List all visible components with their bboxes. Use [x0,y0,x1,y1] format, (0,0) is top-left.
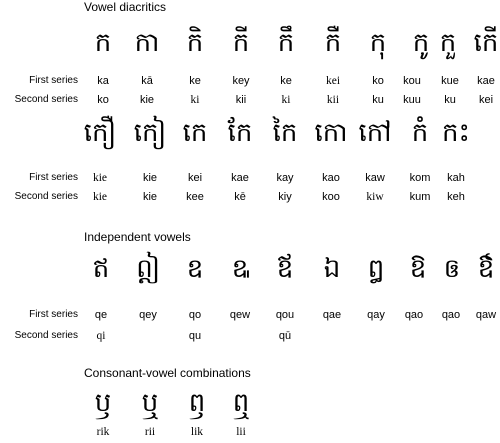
romanization: kie [139,94,155,106]
romanization: qae [322,309,342,321]
first-series-label: First series [29,75,78,86]
khmer-glyph: ឬ [141,388,159,418]
khmer-glyph: កំ [411,118,429,148]
khmer-glyph: ឲ [443,254,461,284]
romanization: lii [236,426,246,438]
romanization: qao [404,309,424,321]
romanization: kiy [278,191,292,203]
romanization: key [232,75,250,87]
khmer-glyph: ឩ [231,254,249,284]
first-series-label: First series [29,309,78,320]
khmer-glyph: កឺ [324,28,342,58]
romanization: qew [229,309,251,321]
romanization: kae [477,75,495,87]
second-series-label: Second series [14,191,78,202]
khmer-glyph: កី [232,28,250,58]
romanization: qaw [475,309,497,321]
khmer-glyph: ឰ [367,254,385,284]
romanization: qey [139,309,157,321]
khmer-glyph: ឧ [186,254,204,284]
romanization: qay [367,309,385,321]
khmer-glyph: កោ [314,118,348,148]
khmer-glyph: កា [134,28,160,58]
khmer-glyph: ឥ [92,254,110,284]
romanization: ke [280,75,292,87]
khmer-glyph: ឱ [409,254,427,284]
romanization: ko [97,94,109,106]
khmer-glyph: កៅ [358,118,392,148]
khmer-glyph: កួ [439,28,457,58]
romanization: kei [187,172,203,184]
khmer-glyph: ឭ [188,388,206,418]
romanization: kah [447,172,465,184]
romanization: kue [441,75,459,87]
vowel-diacritics-heading: Vowel diacritics [84,0,167,14]
khmer-glyph: ក [94,28,112,58]
romanization: kae [231,172,249,184]
romanization: qou [275,309,295,321]
romanization: kie [142,172,158,184]
romanization: kay [276,172,294,184]
khmer-glyph: កឹ [277,28,295,58]
romanization: kie [92,172,108,184]
romanization: kii [235,94,247,106]
romanization: lik [190,426,204,438]
romanization: kē [234,191,246,203]
romanization: kei [478,94,494,106]
second-series-label: Second series [14,94,78,105]
khmer-glyph: កៀ [133,118,167,148]
consonant-vowel-heading: Consonant-vowel combinations [84,366,251,380]
romanization: ke [189,75,201,87]
khmer-glyph: កៃ [272,118,298,148]
khmer-glyph: កេ [182,118,208,148]
romanization: kii [326,94,340,106]
romanization: kie [92,191,108,203]
romanization: ko [372,75,384,87]
romanization: ku [444,94,456,106]
romanization: ki [281,94,291,106]
romanization: qu [188,330,202,342]
romanization: rii [144,426,156,438]
romanization: kaw [365,172,385,184]
romanization: kao [322,172,340,184]
romanization: kom [409,172,431,184]
khmer-glyph: កុ [369,28,387,58]
romanization: qo [188,309,202,321]
khmer-glyph: ឮ [232,388,250,418]
romanization: qi [96,330,106,342]
romanization: qe [94,309,108,321]
khmer-glyph: កូ [412,28,430,58]
khmer-glyph: កឿ [83,118,117,148]
khmer-glyph: កើ [473,28,499,58]
romanization: qao [441,309,461,321]
romanization: kie [142,191,158,203]
khmer-glyph: ឯ [323,254,341,284]
romanization: kei [325,75,341,87]
romanization: koo [322,191,340,203]
khmer-glyph: ឪ [276,254,294,284]
khmer-glyph: កះ [442,118,470,148]
second-series-label: Second series [14,330,78,341]
first-series-label: First series [29,172,78,183]
romanization: keh [447,191,465,203]
romanization: rik [96,426,110,438]
khmer-glyph: ឫ [94,388,112,418]
romanization: kum [409,191,431,203]
romanization: ka [97,75,109,87]
khmer-glyph: ឦ [136,254,160,284]
romanization: kuu [403,94,421,106]
independent-vowels-heading: Independent vowels [84,230,191,244]
khmer-glyph: ឳ [477,254,495,284]
romanization: kou [403,75,421,87]
romanization: kiw [366,191,384,203]
romanization: kā [141,75,153,87]
romanization: ku [372,94,384,106]
khmer-glyph: កែ [227,118,253,148]
romanization: ki [190,94,200,106]
romanization: kee [186,191,204,203]
khmer-glyph: កិ [186,28,204,58]
romanization: qū [278,330,292,342]
